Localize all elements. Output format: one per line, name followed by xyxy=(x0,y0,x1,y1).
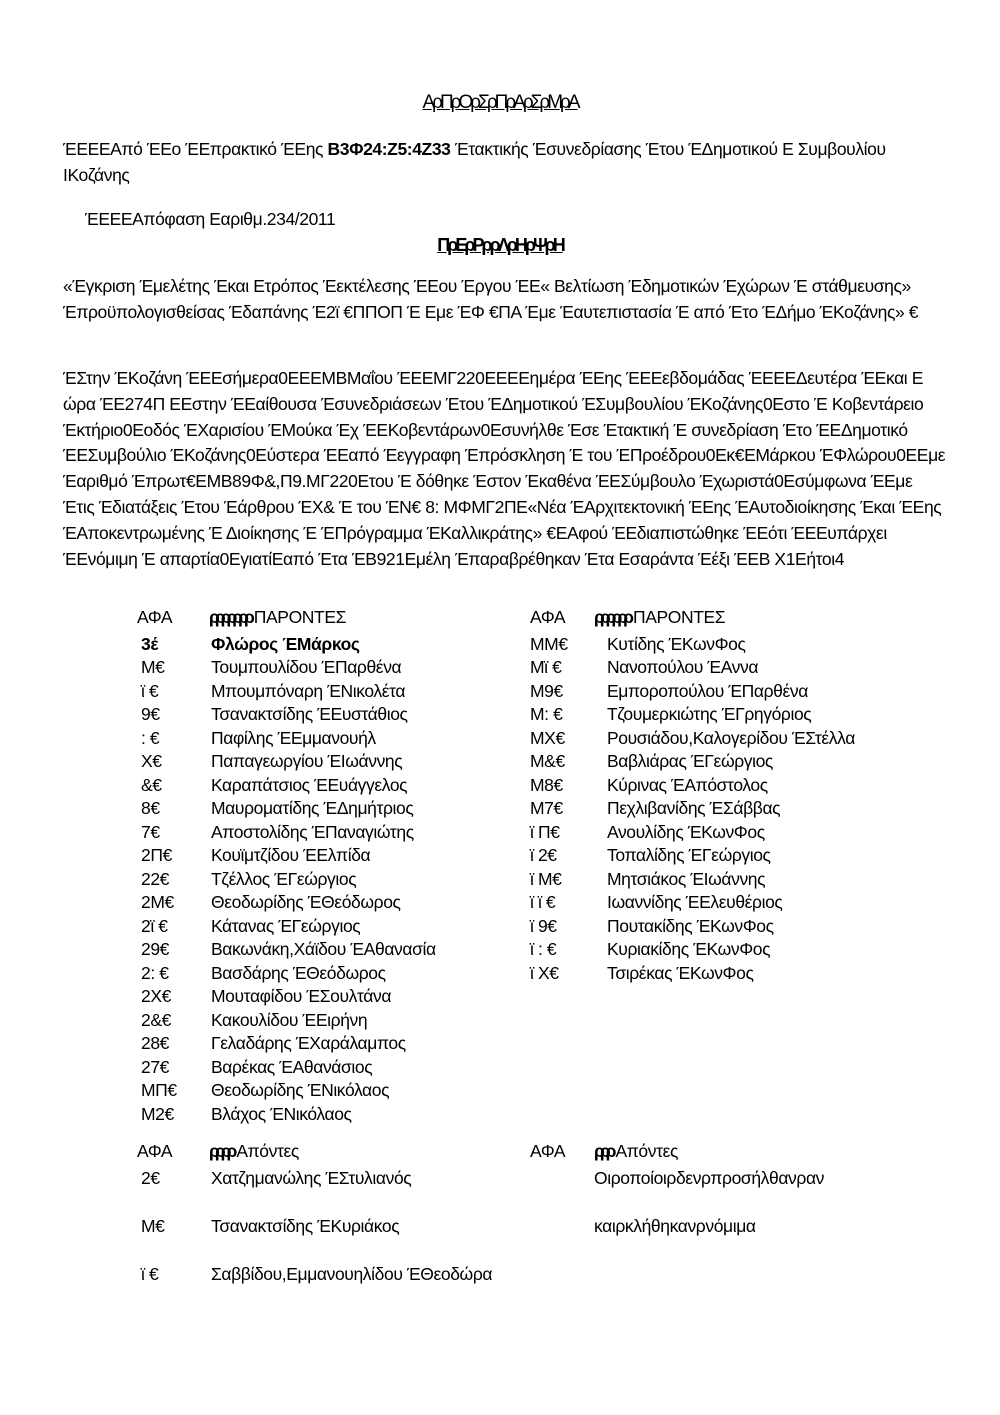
member-index: 2ϊ € xyxy=(141,915,168,936)
member-name: Βαρέκας ΈΑθανάσιος xyxy=(211,1056,373,1077)
present-right-header xyxy=(530,606,960,630)
present-left-list xyxy=(137,633,537,1127)
present-header-label: ΠΑΡΟΝΤΕΣ xyxy=(632,607,726,627)
absent-members-left-column xyxy=(137,1140,537,1311)
member-name: Μαυροματίδης ΈΔημήτριος xyxy=(211,798,414,818)
member-index: 2&€ xyxy=(141,1009,171,1030)
column-number-label: ΑΦΑ xyxy=(137,1141,173,1161)
member-index: Μϊ € xyxy=(530,657,562,677)
member-name: Κυριακίδης ΈΚωνΦος xyxy=(607,939,771,959)
member-index: ϊ 2€ xyxy=(530,845,557,865)
member-row xyxy=(530,703,960,727)
member-name: Πεχλιβανίδης ΈΣάββας xyxy=(607,798,781,818)
intro-text-post: Έτακτικής Έσυνεδρίασης Έτου ΈΔημοτικού Ε Συμβουλίου ΙΚοζάνης xyxy=(63,139,886,185)
session-paragraph: ΈΣτην ΈΚοζάνη ΈΕΕσήμερα0ΕΕΕΜΒΜαΐου ΈΕΕΜΓ220ΕΕΕΕημέρα ΈΕης ΈΕΕεβδομάδας ΈΕΕΕΔευτέρα ΈΕκαι Ε ώρα ΈΕ274Π ΕΕστην ΈΕαίθουσα Έσυνεδριάσεων Έτου ΈΔημοτικού ΈΣυμβουλίου ΈΚοζάνης0Εστο Έ Κοβεντάρειο Έκτήριο0Εοδός ΈΧαρισίου ΈΜούκα Έχ ΈΕΚοβεντάρων0Εσυνήλθε Έσε Έτακτική Έ συνεδρίαση Έτο ΈΕΔημοτικό ΈΕΣυμβούλιο ΈΚοζάνης0Εύστερα ΈΕαπό Έεγγραφη Έπρόσκληση Έ του ΈΠροέδρου0Εκ€ΕΜάρκου ΈΦλώρου0ΕΕμε Έαριθμό Έπρωτ€ΕΜΒ89Φ&,Π9.ΜΓ220Ετου Έ δόθηκε Έστον Έκαθένα ΈΕΣύμβουλο Έχωριστά0Εσύμφωνα ΈΕμε Έτις Έδιατάξεις Έτου Έάρθρου ΈΧ& Έ του ΈΝ€ 8: ΜΦΜΓ2ΠΕ«Νέα ΈΑρχιτεκτονική ΈΕης ΈΑυτοδιοίκησης Έκαι ΈΕης ΈΑποκεντρωμένης Έ Διοίκησης Έ ΈΠρόγραμμα ΈΚαλλικράτης» €ΕΑφού ΈΕδιαπιστώθηκε ΈΕότι ΈΕΕυπάρχει ΈΕνόμιμη Έ απαρτία0ΕγιατίΕαπό Έτα ΈΒ921Εμέλη Έπαραβρέθηκαν Έτα Εσαράντα Έέξι ΈΕΒ Χ1Εήτοι4 xyxy=(63,368,946,569)
intro-paragraph xyxy=(63,136,943,188)
member-name: Ιωαννίδης ΈΕλευθέριος xyxy=(607,892,783,912)
member-index: 29€ xyxy=(141,939,169,959)
member-index: ϊ Μ€ xyxy=(530,868,562,889)
member-row xyxy=(137,703,537,727)
scan-artifact: ρρρρρρ xyxy=(594,607,629,627)
member-name: Αποστολίδης ΈΠαναγιώτης xyxy=(211,821,414,842)
member-row xyxy=(137,938,537,962)
member-index: 9€ xyxy=(141,704,160,724)
member-row xyxy=(137,1079,537,1103)
member-index: 7€ xyxy=(141,821,160,842)
column-number-label: ΑΦΑ xyxy=(530,607,566,627)
member-name: Τοπαλίδης ΈΓεώργιος xyxy=(607,845,771,865)
column-number-label: ΑΦΑ xyxy=(530,1141,566,1161)
member-name: Μουταφίδου ΈΣουλτάνα xyxy=(211,986,392,1006)
member-row xyxy=(530,633,960,657)
member-index: ϊ € xyxy=(141,680,159,701)
absent-note-text: Οιροποίοιρδενρπροσήλθανραν xyxy=(594,1167,825,1188)
member-row xyxy=(137,844,537,868)
member-row xyxy=(137,727,537,751)
member-row xyxy=(137,1032,537,1056)
absent-header-label: Απόντες xyxy=(236,1141,299,1161)
member-row xyxy=(530,821,960,845)
member-row xyxy=(530,891,960,915)
member-name: Πουτακίδης ΈΚωνΦος xyxy=(607,915,774,936)
session-date: Β3Φ24:Ζ5:4Ζ33 xyxy=(327,139,451,159)
member-name: Βαβλιάρας ΈΓεώργιος xyxy=(607,751,773,771)
document-title: ΑρΠρΟρΣρΠρΑρΣρΜρΑ xyxy=(422,92,578,113)
summary-heading: ΠρΕρΡρρΛρΗρΨρΗ xyxy=(437,235,563,255)
member-name: Κακουλίδου ΈΕιρήνη xyxy=(211,1009,368,1030)
absent-note-line xyxy=(594,1215,960,1239)
member-row xyxy=(137,821,537,845)
member-row xyxy=(137,1056,537,1080)
scan-artifact: ρρρρ xyxy=(209,1141,233,1161)
member-name: Ρουσιάδου,Καλογερίδου ΈΣτέλλα xyxy=(607,727,855,748)
absent-header-label: Απόντες xyxy=(615,1141,679,1161)
decision-number: ΈΕΕΕΑπόφαση Εαριθμ.234/2011 xyxy=(85,209,336,229)
member-row xyxy=(137,750,537,774)
member-row xyxy=(137,1167,537,1191)
member-row xyxy=(530,656,960,680)
member-name: Χατζημανώλης ΈΣτυλιανός xyxy=(211,1167,412,1188)
member-row xyxy=(137,797,537,821)
member-index: 2Π€ xyxy=(141,845,172,865)
member-row xyxy=(530,844,960,868)
present-header-label: ΠΑΡΟΝΤΕΣ xyxy=(253,607,347,627)
member-name: Βλάχος ΈΝικόλαος xyxy=(211,1103,352,1124)
member-row xyxy=(137,774,537,798)
member-index: : € xyxy=(141,727,160,748)
member-row xyxy=(137,1103,537,1127)
intro-text-pre: ΈΕΕΕΑπό ΈΕο ΈΕπρακτικό ΈΕης xyxy=(63,139,328,159)
member-index: ΜΧ€ xyxy=(530,727,565,748)
member-row xyxy=(530,915,960,939)
absent-left-header xyxy=(137,1140,537,1164)
member-name: Τζουμερκιώτης ΈΓρηγόριος xyxy=(607,704,812,724)
member-index: ϊ ϊ € xyxy=(530,892,556,912)
member-row xyxy=(137,962,537,986)
member-index: 28€ xyxy=(141,1033,169,1053)
member-name: Εμποροπούλου ΈΠαρθένα xyxy=(607,680,808,701)
absent-members-right-column xyxy=(530,1140,960,1264)
scan-artifact: ρρρρρρρ xyxy=(209,607,250,627)
member-name: Θεοδωρίδης ΈΝικόλαος xyxy=(211,1080,390,1100)
member-index: 8€ xyxy=(141,798,160,818)
member-row xyxy=(137,1009,537,1033)
member-row xyxy=(137,656,537,680)
member-row xyxy=(530,962,960,986)
member-index: &€ xyxy=(141,774,162,795)
member-name: Θεοδωρίδης ΈΘεόδωρος xyxy=(211,892,401,912)
member-index: Μ9€ xyxy=(530,680,563,701)
member-index: 2: € xyxy=(141,962,169,983)
member-name: Ανουλίδης ΈΚωνΦος xyxy=(607,821,765,842)
member-row xyxy=(137,868,537,892)
member-row xyxy=(137,1215,537,1239)
member-name: Μπουμπόναρη ΈΝικολέτα xyxy=(211,680,406,701)
member-index: Μ€ xyxy=(141,657,165,677)
member-index: Μ2€ xyxy=(141,1103,174,1124)
subject-paragraph: «Έγκριση Έμελέτης Έκαι Ετρόπος Έεκτέλεσης ΈΕου Έργου ΈΕ« Βελτίωση Έδημοτικών Έχώρων Έ στάθμευσης» Έπροϋπολογισθείσας Έδαπάνης Έ2ϊ €ΠΠΟΠ Έ Εμε ΈΦ €ΠΑ Έμε Έαυτεπιστασία Έ από Έτο ΈΔήμο ΈΚοζάνης» € xyxy=(63,276,919,322)
member-name: Γελαδάρης ΈΧαράλαμπος xyxy=(211,1033,406,1053)
member-index: 2Μ€ xyxy=(141,892,174,912)
member-row xyxy=(137,891,537,915)
member-name: Παφίλης ΈΕμμανουήλ xyxy=(211,727,376,748)
member-row xyxy=(530,680,960,704)
present-left-header xyxy=(137,606,537,630)
member-row xyxy=(137,1263,537,1287)
present-members-right-column xyxy=(530,606,960,985)
absent-note-line xyxy=(594,1167,960,1191)
member-index: Μ8€ xyxy=(530,774,563,795)
member-index: Μ: € xyxy=(530,704,563,724)
scan-artifact: ρρρ xyxy=(594,1141,612,1161)
absent-note-text: καιρκλήθηκανρνόμιμα xyxy=(594,1216,756,1236)
member-row xyxy=(530,938,960,962)
member-index: Μ€ xyxy=(141,1215,165,1236)
absent-note-lines xyxy=(530,1167,960,1239)
column-number-label: ΑΦΑ xyxy=(137,607,173,627)
member-index: ϊ 9€ xyxy=(530,915,557,936)
member-index: ΜΠ€ xyxy=(141,1080,177,1100)
member-row xyxy=(137,915,537,939)
member-name: Τζέλλος ΈΓεώργιος xyxy=(211,868,357,889)
member-index: ϊ : € xyxy=(530,939,557,959)
member-index: 3έ xyxy=(141,633,158,654)
member-index: 27€ xyxy=(141,1056,169,1077)
present-members-left-column xyxy=(137,606,537,1126)
member-row xyxy=(530,797,960,821)
member-index: Μ&€ xyxy=(530,751,565,771)
member-index: ϊ Χ€ xyxy=(530,962,559,983)
member-name: Νανοπούλου ΈΑννα xyxy=(607,657,759,677)
member-name: Μητσιάκος ΈΙωάννης xyxy=(607,868,766,889)
member-row xyxy=(530,727,960,751)
member-row xyxy=(137,633,537,657)
member-row xyxy=(530,868,960,892)
absent-left-list xyxy=(137,1167,537,1287)
member-row xyxy=(137,680,537,704)
member-index: ϊ € xyxy=(141,1263,159,1284)
member-row xyxy=(137,985,537,1009)
member-name: Κάτανας ΈΓεώργιος xyxy=(211,915,361,936)
member-name: Καραπάτσιος ΈΕυάγγελος xyxy=(211,774,408,795)
member-name: Κυτίδης ΈΚωνΦος xyxy=(607,633,746,654)
member-name: Τσανακτσίδης ΈΕυστάθιος xyxy=(211,704,408,724)
member-name: Παπαγεωργίου ΈΙωάννης xyxy=(211,751,403,771)
member-index: ϊ Π€ xyxy=(530,821,560,842)
member-name: Τσανακτσίδης ΈΚυριάκος xyxy=(211,1215,400,1236)
member-index: 2€ xyxy=(141,1167,160,1188)
member-index: 2Χ€ xyxy=(141,986,171,1006)
member-row xyxy=(530,750,960,774)
member-name: Τουμπουλίδου ΈΠαρθένα xyxy=(211,657,402,677)
member-index: 22€ xyxy=(141,868,169,889)
present-right-list xyxy=(530,633,960,986)
member-row xyxy=(530,774,960,798)
member-name: Τσιρέκας ΈΚωνΦος xyxy=(607,962,754,983)
member-index: Μ7€ xyxy=(530,798,563,818)
member-name: Βακωνάκη,Χάϊδου ΈΑθανασία xyxy=(211,939,436,959)
member-name: Κύρινας ΈΑπόστολος xyxy=(607,774,768,795)
member-name: Κουϊμτζίδου ΈΕλπίδα xyxy=(211,845,371,865)
absent-right-header xyxy=(530,1140,960,1164)
member-name: Σαββίδου,Εμμανουηλίδου ΈΘεοδώρα xyxy=(211,1263,493,1284)
member-name: Βασδάρης ΈΘεόδωρος xyxy=(211,962,386,983)
member-index: ΜΜ€ xyxy=(530,633,568,654)
member-index: Χ€ xyxy=(141,751,162,771)
member-name: Φλώρος ΈΜάρκος xyxy=(211,633,360,654)
